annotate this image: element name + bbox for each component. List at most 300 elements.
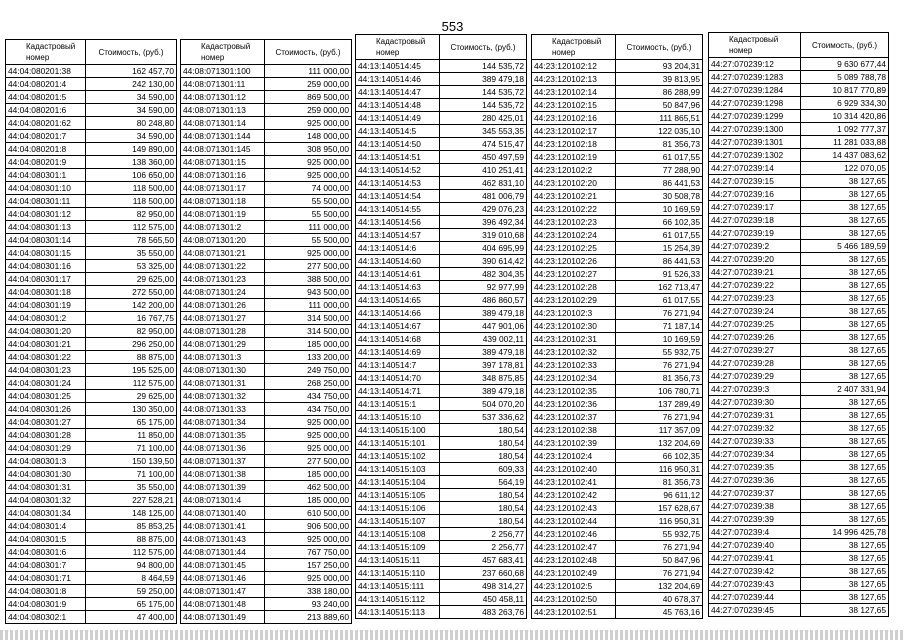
cadastral-number-cell: 44:27:070239:17	[709, 201, 801, 214]
table-row	[181, 208, 352, 221]
cost-cell: 71 100,00	[86, 468, 177, 481]
cadastral-number-cell: 44:27:070239:16	[709, 188, 801, 201]
table-row	[709, 422, 889, 435]
cadastral-number-cell: 44:08:071301:32	[181, 390, 265, 403]
cost-cell: 38 127,65	[801, 344, 889, 357]
cost-cell: 10 314 420,86	[801, 110, 889, 123]
cost-cell: 78 565,50	[86, 234, 177, 247]
table-row	[6, 416, 177, 429]
cost-cell: 180,54	[440, 489, 527, 502]
page-edge-artifact	[0, 630, 905, 640]
table-row	[181, 468, 352, 481]
cadastral-number-cell: 44:27:070239:15	[709, 175, 801, 188]
table-row	[356, 385, 527, 398]
cadastral-number-cell: 44:23:120102:26	[532, 255, 616, 268]
table-row	[709, 292, 889, 305]
table-row	[6, 117, 177, 130]
table-row	[532, 528, 703, 541]
table-row	[532, 372, 703, 385]
cadastral-number-cell: 44:13:140514:71	[356, 385, 440, 398]
table-row	[356, 515, 527, 528]
table-row	[356, 255, 527, 268]
table-row	[709, 409, 889, 422]
cost-cell: 10 817 770,89	[801, 84, 889, 97]
cadastral-number-cell: 44:23:120102:20	[532, 177, 616, 190]
cadastral-number-cell: 44:23:120102:49	[532, 567, 616, 580]
table-row	[356, 177, 527, 190]
cost-cell: 122 035,10	[616, 125, 703, 138]
table-row	[356, 203, 527, 216]
table-row	[532, 60, 703, 73]
cost-cell: 38 127,65	[801, 266, 889, 279]
table-row	[181, 325, 352, 338]
table-row	[356, 151, 527, 164]
cadastral-number-cell: 44:23:120102:34	[532, 372, 616, 385]
cadastral-number-cell: 44:27:070239:22	[709, 279, 801, 292]
table-row	[356, 99, 527, 112]
table-row	[356, 398, 527, 411]
cadastral-number-cell: 44:13:140514:56	[356, 216, 440, 229]
cost-cell: 111 000,00	[265, 65, 352, 78]
cost-cell: 38 127,65	[801, 318, 889, 331]
cost-cell: 112 575,00	[86, 377, 177, 390]
cost-cell: 10 169,59	[616, 333, 703, 346]
table-row	[6, 377, 177, 390]
table-row	[532, 164, 703, 177]
cadastral-number-cell: 44:13:140515:103	[356, 463, 440, 476]
cadastral-number-cell: 44:13:140514:45	[356, 60, 440, 73]
cadastral-number-cell: 44:04:080301:23	[6, 364, 86, 377]
cost-cell: 319 010,68	[440, 229, 527, 242]
cadastral-number-cell: 44:13:140514:50	[356, 138, 440, 151]
cadastral-number-cell: 44:23:120102:22	[532, 203, 616, 216]
table-row	[709, 71, 889, 84]
table-row	[181, 598, 352, 611]
cadastral-number-cell: 44:13:140514:57	[356, 229, 440, 242]
cadastral-number-cell: 44:27:070239:36	[709, 474, 801, 487]
cost-cell: 389 479,18	[440, 385, 527, 398]
cost-cell: 14 437 083,62	[801, 149, 889, 162]
table-row	[709, 188, 889, 201]
cost-cell: 85 853,25	[86, 520, 177, 533]
table-row	[709, 240, 889, 253]
cadastral-number-cell: 44:04:080301:5	[6, 533, 86, 546]
table-row	[6, 208, 177, 221]
table-row	[709, 513, 889, 526]
cost-cell: 925 000,00	[265, 572, 352, 585]
table-row	[709, 461, 889, 474]
table-row	[356, 580, 527, 593]
table-row	[6, 78, 177, 91]
table-row	[356, 437, 527, 450]
cadastral-number-cell: 44:13:140514:48	[356, 99, 440, 112]
cost-cell: 498 314,27	[440, 580, 527, 593]
cadastral-number-cell: 44:27:070239:31	[709, 409, 801, 422]
cost-cell: 10 169,59	[616, 203, 703, 216]
cadastral-number-cell: 44:23:120102:32	[532, 346, 616, 359]
cost-cell: 30 508,78	[616, 190, 703, 203]
column-header-cadastral-number: Кадастровый номер	[6, 40, 86, 65]
cadastral-number-cell: 44:04:080301:29	[6, 442, 86, 455]
cost-cell: 80 248,80	[86, 117, 177, 130]
cadastral-number-cell: 44:04:080301:11	[6, 195, 86, 208]
cost-cell: 388 500,00	[265, 273, 352, 286]
cadastral-number-cell: 44:08:071301:31	[181, 377, 265, 390]
cost-cell: 150 139,50	[86, 455, 177, 468]
table-row	[181, 416, 352, 429]
cadastral-number-cell: 44:23:120102:4	[532, 450, 616, 463]
cost-cell: 462 831,10	[440, 177, 527, 190]
cadastral-number-cell: 44:27:070239:41	[709, 552, 801, 565]
cost-cell: 130 350,00	[86, 403, 177, 416]
table-row	[709, 435, 889, 448]
cadastral-number-cell: 44:08:071301:14	[181, 117, 265, 130]
table-row	[532, 541, 703, 554]
cost-cell: 116 950,31	[616, 515, 703, 528]
cadastral-number-cell: 44:27:070239:1284	[709, 84, 801, 97]
cadastral-number-cell: 44:08:071301:21	[181, 247, 265, 260]
cadastral-number-cell: 44:13:140514:6	[356, 242, 440, 255]
cost-cell: 396 492,34	[440, 216, 527, 229]
cadastral-number-cell: 44:04:080301:18	[6, 286, 86, 299]
cost-cell: 213 889,60	[265, 611, 352, 624]
cost-cell: 195 525,00	[86, 364, 177, 377]
table-row	[356, 333, 527, 346]
cadastral-number-cell: 44:04:080301:1	[6, 169, 86, 182]
cadastral-number-cell: 44:08:071301:47	[181, 585, 265, 598]
cadastral-number-cell: 44:04:080301:27	[6, 416, 86, 429]
cost-cell: 434 750,00	[265, 403, 352, 416]
cost-cell: 483 263,76	[440, 606, 527, 619]
table-row	[709, 565, 889, 578]
cost-cell: 15 254,39	[616, 242, 703, 255]
table-row	[532, 515, 703, 528]
cost-cell: 180,54	[440, 437, 527, 450]
table-header-row	[181, 40, 352, 65]
cadastral-number-cell: 44:04:080201:8	[6, 143, 86, 156]
cost-cell: 106 780,71	[616, 385, 703, 398]
cadastral-number-cell: 44:08:071301:22	[181, 260, 265, 273]
table-row	[356, 138, 527, 151]
cost-cell: 272 550,00	[86, 286, 177, 299]
cadastral-number-cell: 44:04:080201:6	[6, 104, 86, 117]
table-row	[181, 286, 352, 299]
table-row	[532, 333, 703, 346]
cadastral-number-cell: 44:27:070239:26	[709, 331, 801, 344]
table-row	[356, 242, 527, 255]
cadastral-number-cell: 44:13:140514:51	[356, 151, 440, 164]
cadastral-number-cell: 44:23:120102:5	[532, 580, 616, 593]
cadastral-number-cell: 44:23:120102:48	[532, 554, 616, 567]
table-row	[709, 396, 889, 409]
cost-cell: 277 500,00	[265, 260, 352, 273]
cadastral-number-cell: 44:08:071301:33	[181, 403, 265, 416]
table-row	[356, 164, 527, 177]
table-row	[181, 338, 352, 351]
cost-cell: 96 611,12	[616, 489, 703, 502]
cadastral-number-cell: 44:23:120102:38	[532, 424, 616, 437]
cadastral-number-cell: 44:08:071301:144	[181, 130, 265, 143]
cost-cell: 76 271,94	[616, 567, 703, 580]
cadastral-number-cell: 44:13:140514:68	[356, 333, 440, 346]
cost-cell: 132 204,69	[616, 580, 703, 593]
table-row	[356, 502, 527, 515]
table-row	[709, 383, 889, 396]
table-row	[709, 448, 889, 461]
table-row	[532, 424, 703, 437]
cadastral-number-cell: 44:04:080301:19	[6, 299, 86, 312]
table-row	[709, 604, 889, 617]
cadastral-number-cell: 44:13:140514:52	[356, 164, 440, 177]
cadastral-number-cell: 44:13:140515:111	[356, 580, 440, 593]
cadastral-number-cell: 44:04:080301:17	[6, 273, 86, 286]
table-row	[181, 104, 352, 117]
cadastral-number-cell: 44:04:080301:24	[6, 377, 86, 390]
cost-cell: 76 271,94	[616, 411, 703, 424]
cost-cell: 61 017,55	[616, 294, 703, 307]
table-row	[356, 541, 527, 554]
cost-cell: 133 200,00	[265, 351, 352, 364]
cadastral-number-cell: 44:08:071301:34	[181, 416, 265, 429]
cadastral-number-cell: 44:08:071301:19	[181, 208, 265, 221]
cadastral-number-cell: 44:04:080301:6	[6, 546, 86, 559]
cost-cell: 55 932,75	[616, 346, 703, 359]
cost-cell: 55 500,00	[265, 234, 352, 247]
table-row	[532, 281, 703, 294]
table-row	[6, 104, 177, 117]
cadastral-number-cell: 44:13:140514:67	[356, 320, 440, 333]
table-row	[709, 526, 889, 539]
cadastral-number-cell: 44:23:120102:37	[532, 411, 616, 424]
cost-cell: 77 288,90	[616, 164, 703, 177]
cadastral-number-cell: 44:04:080301:25	[6, 390, 86, 403]
cadastral-number-cell: 44:27:070239:37	[709, 487, 801, 500]
cadastral-number-cell: 44:23:120102:43	[532, 502, 616, 515]
cadastral-number-cell: 44:04:080301:71	[6, 572, 86, 585]
cadastral-number-cell: 44:23:120102:3	[532, 307, 616, 320]
cost-cell: 2 256,77	[440, 528, 527, 541]
table-row	[6, 273, 177, 286]
table-row	[356, 190, 527, 203]
cadastral-number-cell: 44:27:070239:29	[709, 370, 801, 383]
table-row	[709, 162, 889, 175]
cost-cell: 38 127,65	[801, 227, 889, 240]
cost-cell: 144 535,72	[440, 60, 527, 73]
cadastral-number-cell: 44:08:071301:36	[181, 442, 265, 455]
cadastral-number-cell: 44:13:140515:109	[356, 541, 440, 554]
table-row	[6, 169, 177, 182]
cadastral-number-cell: 44:23:120102:31	[532, 333, 616, 346]
cost-cell: 348 875,85	[440, 372, 527, 385]
cost-cell: 943 500,00	[265, 286, 352, 299]
table-row	[709, 487, 889, 500]
table-row	[181, 533, 352, 546]
cadastral-number-cell: 44:23:120102:28	[532, 281, 616, 294]
cost-cell: 249 750,00	[265, 364, 352, 377]
cadastral-number-cell: 44:27:070239:44	[709, 591, 801, 604]
cost-cell: 76 271,94	[616, 541, 703, 554]
cost-cell: 82 950,00	[86, 208, 177, 221]
cost-cell: 82 950,00	[86, 325, 177, 338]
table-row	[6, 325, 177, 338]
cadastral-number-cell: 44:04:080301:13	[6, 221, 86, 234]
cadastral-number-cell: 44:27:070239:38	[709, 500, 801, 513]
cost-cell: 34 590,00	[86, 91, 177, 104]
cadastral-number-cell: 44:08:071301:30	[181, 364, 265, 377]
cadastral-number-cell: 44:04:080201:5	[6, 91, 86, 104]
cadastral-number-cell: 44:27:070239:1302	[709, 149, 801, 162]
cadastral-table-3	[355, 34, 527, 619]
cost-cell: 38 127,65	[801, 409, 889, 422]
table-header-row	[356, 35, 527, 60]
table-row	[6, 221, 177, 234]
cost-cell: 338 180,00	[265, 585, 352, 598]
table-row	[181, 585, 352, 598]
cadastral-number-cell: 44:23:120102:17	[532, 125, 616, 138]
table-row	[6, 533, 177, 546]
table-row	[709, 552, 889, 565]
cost-cell: 8 464,59	[86, 572, 177, 585]
cost-cell: 55 500,00	[265, 208, 352, 221]
cadastral-number-cell: 44:04:080301:30	[6, 468, 86, 481]
table-row	[181, 494, 352, 507]
cadastral-number-cell: 44:23:120102:40	[532, 463, 616, 476]
table-row	[181, 78, 352, 91]
cadastral-number-cell: 44:04:080301:10	[6, 182, 86, 195]
table-row	[6, 572, 177, 585]
cadastral-number-cell: 44:08:071301:37	[181, 455, 265, 468]
cadastral-number-cell: 44:04:080302:1	[6, 611, 86, 624]
cost-cell: 142 200,00	[86, 299, 177, 312]
table-row	[532, 606, 703, 619]
cadastral-number-cell: 44:23:120102:2	[532, 164, 616, 177]
cost-cell: 86 441,53	[616, 177, 703, 190]
cadastral-number-cell: 44:27:070239:43	[709, 578, 801, 591]
cadastral-number-cell: 44:27:070239:25	[709, 318, 801, 331]
table-row	[709, 110, 889, 123]
cost-cell: 308 950,00	[265, 143, 352, 156]
table-row	[6, 299, 177, 312]
table-row	[6, 481, 177, 494]
table-row	[6, 195, 177, 208]
cadastral-number-cell: 44:27:070239:3	[709, 383, 801, 396]
cost-cell: 92 977,99	[440, 281, 527, 294]
cost-cell: 38 127,65	[801, 201, 889, 214]
cost-cell: 2 407 331,94	[801, 383, 889, 396]
cost-cell: 609,33	[440, 463, 527, 476]
table-row	[532, 320, 703, 333]
table-row	[709, 201, 889, 214]
cost-cell: 38 127,65	[801, 513, 889, 526]
cadastral-number-cell: 44:08:071301:35	[181, 429, 265, 442]
table-row	[709, 344, 889, 357]
cadastral-number-cell: 44:13:140515:106	[356, 502, 440, 515]
table-row	[6, 247, 177, 260]
table-row	[181, 130, 352, 143]
cadastral-number-cell: 44:13:140515:113	[356, 606, 440, 619]
cadastral-number-cell: 44:23:120102:29	[532, 294, 616, 307]
cost-cell: 242 130,00	[86, 78, 177, 91]
table-row	[356, 554, 527, 567]
cadastral-number-cell: 44:04:080301:21	[6, 338, 86, 351]
table-row	[532, 593, 703, 606]
cost-cell: 118 500,00	[86, 182, 177, 195]
cadastral-number-cell: 44:08:071301:39	[181, 481, 265, 494]
cost-cell: 59 250,00	[86, 585, 177, 598]
table-row	[6, 182, 177, 195]
cadastral-number-cell: 44:04:080201:62	[6, 117, 86, 130]
cadastral-number-cell: 44:13:140515:104	[356, 476, 440, 489]
cost-cell: 71 100,00	[86, 442, 177, 455]
cadastral-number-cell: 44:04:080301:15	[6, 247, 86, 260]
cost-cell: 74 000,00	[265, 182, 352, 195]
cost-cell: 389 479,18	[440, 73, 527, 86]
table-row	[709, 149, 889, 162]
cadastral-number-cell: 44:08:071301:24	[181, 286, 265, 299]
cost-cell: 925 000,00	[265, 442, 352, 455]
table-row	[6, 520, 177, 533]
table-row	[6, 598, 177, 611]
cost-cell: 906 500,00	[265, 520, 352, 533]
cadastral-number-cell: 44:23:120102:42	[532, 489, 616, 502]
cost-cell: 38 127,65	[801, 591, 889, 604]
table-row	[356, 411, 527, 424]
cost-cell: 162 457,70	[86, 65, 177, 78]
table-row	[6, 455, 177, 468]
table-row	[532, 385, 703, 398]
table-row	[532, 255, 703, 268]
table-row	[356, 372, 527, 385]
cost-cell: 148 000,00	[265, 130, 352, 143]
table-row	[709, 253, 889, 266]
table-row	[356, 450, 527, 463]
table-row	[709, 227, 889, 240]
table-row	[709, 305, 889, 318]
cost-cell: 410 251,41	[440, 164, 527, 177]
cost-cell: 34 590,00	[86, 104, 177, 117]
table-row	[709, 591, 889, 604]
cadastral-number-cell: 44:08:071301:45	[181, 559, 265, 572]
column-header-cost: Стоимость, (руб.)	[265, 40, 352, 65]
table-row	[181, 169, 352, 182]
cost-cell: 76 271,94	[616, 307, 703, 320]
cost-cell: 112 575,00	[86, 221, 177, 234]
table-row	[709, 539, 889, 552]
table-row	[181, 507, 352, 520]
cost-cell: 149 890,00	[86, 143, 177, 156]
table-header-row	[709, 33, 889, 58]
column-header-cost: Стоимость, (руб.)	[801, 33, 889, 58]
cadastral-number-cell: 44:23:120102:18	[532, 138, 616, 151]
cadastral-number-cell: 44:13:140514:61	[356, 268, 440, 281]
table-row	[6, 546, 177, 559]
cadastral-number-cell: 44:13:140515:1	[356, 398, 440, 411]
table-row	[181, 611, 352, 624]
table-row	[356, 112, 527, 125]
table-row	[532, 112, 703, 125]
table-row	[532, 151, 703, 164]
column-header-cadastral-number: Кадастровый номер	[356, 35, 440, 60]
cadastral-table-1	[5, 39, 177, 624]
cadastral-number-cell: 44:04:080301:8	[6, 585, 86, 598]
cadastral-number-cell: 44:27:070239:27	[709, 344, 801, 357]
table-row	[532, 294, 703, 307]
cost-cell: 93 204,31	[616, 60, 703, 73]
cost-cell: 296 250,00	[86, 338, 177, 351]
cost-cell: 38 127,65	[801, 253, 889, 266]
table-row	[356, 125, 527, 138]
table-row	[356, 359, 527, 372]
